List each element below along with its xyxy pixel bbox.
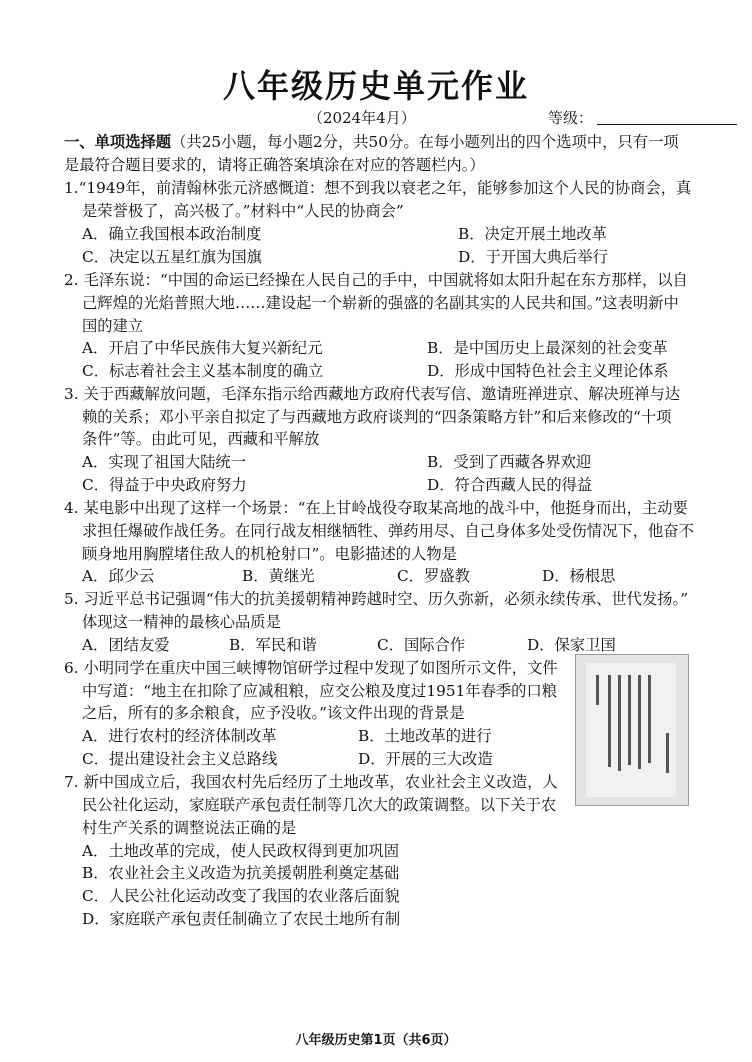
- q5-option-b: B．军民和谐: [229, 636, 317, 654]
- q4-option-d: D．杨根思: [542, 567, 616, 585]
- q4-option-a: A．邱少云: [82, 567, 155, 585]
- q3-option-b: B．受到了西藏各界欢迎: [427, 453, 592, 471]
- page-footer: 八年级历史第1页（共6页）: [295, 1033, 457, 1048]
- q7-option-c: C．人民公社化运动改变了我国的农业落后面貌: [82, 887, 400, 905]
- q2-option-b: B．是中国历史上最深刻的社会变革: [427, 339, 668, 357]
- section-intro-line-2: 是最符合题目要求的，请将正确答案填涂在对应的答题栏内。）: [64, 156, 485, 174]
- q3-option-c: C．得益于中央政府努力: [82, 476, 247, 494]
- q7-option-d: D．家庭联产承包责任制确立了农民土地所有制: [82, 910, 401, 928]
- q1-option-c: C．决定以五星红旗为国旗: [82, 248, 262, 266]
- q4-stem-line-3: 顾身地用胸膛堵住敌人的机枪射口”。电影描述的人物是: [82, 545, 457, 563]
- q3-stem-line-1: 3. 关于西藏解放问题，毛泽东指示给西藏地方政府代表写信、邀请班禅进京、解决班禅与达: [64, 385, 681, 403]
- q5-option-a: A．团结友爱: [82, 636, 170, 654]
- q4-stem-line-1: 4. 某电影中出现了这样一个场景：“在上甘岭战役夺取某高地的战斗中，他挺身而出，主动要: [64, 499, 688, 517]
- q7-stem-line-3: 村生产关系的调整说法正确的是: [82, 819, 297, 837]
- q1-stem-line-1: 1.“1949年，前清翰林张元济感慨道：想不到我以衰老之年，能够参加这个人民的协商会，真: [64, 179, 692, 197]
- document-paper: [586, 663, 676, 797]
- q4-option-b: B．黄继光: [242, 567, 315, 585]
- q7-option-b: B．农业社会主义改造为抗美援朝胜利奠定基础: [82, 864, 400, 882]
- grade-blank-line: [597, 109, 737, 125]
- q2-stem-line-3: 国的建立: [82, 317, 144, 335]
- q3-stem-line-3: 条件”等。由此可见，西藏和平解放: [82, 430, 320, 448]
- section-header: [64, 131, 679, 153]
- q5-stem-line-2: 体现这一精神的最核心品质是: [82, 613, 281, 631]
- q2-stem-line-2: 己辉煌的光焰普照大地……建设起一个崭新的强盛的名副其实的人民共和国。”这表明新中: [82, 294, 679, 312]
- q5-stem-line-1: 5. 习近平总书记强调“伟大的抗美援朝精神跨越时空、历久弥新，必须永续传承、世代发扬。”: [64, 590, 689, 608]
- q3-option-d: D．符合西藏人民的得益: [427, 476, 593, 494]
- q2-option-a: A．开启了中华民族伟大复兴新纪元: [82, 339, 323, 357]
- q4-option-c: C．罗盛教: [397, 567, 470, 585]
- exam-date: （2024年4月）: [308, 109, 416, 127]
- q2-option-d: D．形成中国特色社会主义理论体系: [427, 362, 669, 380]
- q6-option-c: C．提出建设社会主义总路线: [82, 750, 278, 768]
- q1-option-d: D．于开国大典后举行: [458, 248, 608, 266]
- section-heading: 一、单项选择题: [64, 133, 172, 151]
- section-intro-line-1: （共25小题，每小题2分，共50分。在每小题列出的四个选项中，只有一项: [171, 133, 679, 151]
- q6-option-b: B．土地改革的进行: [358, 727, 492, 745]
- q2-option-c: C．标志着社会主义基本制度的确立: [82, 362, 324, 380]
- grade-label: 等级：: [548, 109, 594, 127]
- q5-option-c: C．国际合作: [377, 636, 466, 654]
- q1-stem-line-2: 是荣誉极了，高兴极了。”材料中“人民的协商会”: [82, 202, 404, 220]
- q6-stem-line-3: 之后，所有的多余粮食，应予没收。”该文件出现的背景是: [82, 704, 465, 722]
- historical-document-photo: [575, 654, 689, 806]
- q2-stem-line-1: 2. 毛泽东说：“中国的命运已经操在人民自己的手中，中国就将如太阳升起在东方那样，以自: [64, 271, 688, 289]
- q3-stem-line-2: 赖的关系；邓小平亲自拟定了与西藏地方政府谈判的“四条策略方针”和后来修改的“十项: [82, 408, 672, 426]
- q7-stem-line-1: 7. 新中国成立后，我国农村先后经历了土地改革，农业社会主义改造，人: [64, 773, 558, 791]
- q7-stem-line-2: 民公社化运动，家庭联产承包责任制等几次大的政策调整。以下关于农: [82, 796, 557, 814]
- q5-option-d: D．保家卫国: [527, 636, 616, 654]
- q1-option-a: A．确立我国根本政治制度: [82, 225, 262, 243]
- q7-option-a: A．土地改革的完成，使人民政权得到更加巩固: [82, 842, 399, 860]
- document-title: 八年级历史单元作业: [222, 67, 529, 105]
- q6-stem-line-2: 中写道：“地主在扣除了应减租粮，应交公粮及度过1951年春季的口粮: [82, 682, 558, 700]
- q4-stem-line-2: 求担任爆破作战任务。在同行战友相继牺牲、弹药用尽、自己身体多处受伤情况下，他奋不: [82, 522, 694, 540]
- q6-stem-line-1: 6. 小明同学在重庆中国三峡博物馆研学过程中发现了如图所示文件，文件: [64, 659, 558, 677]
- q3-option-a: A．实现了祖国大陆统一: [82, 453, 247, 471]
- q1-option-b: B．决定开展土地改革: [458, 225, 607, 243]
- q6-option-a: A．进行农村的经济体制改革: [82, 727, 277, 745]
- q6-option-d: D．开展的三大改造: [358, 750, 493, 768]
- grade-field: [548, 108, 737, 128]
